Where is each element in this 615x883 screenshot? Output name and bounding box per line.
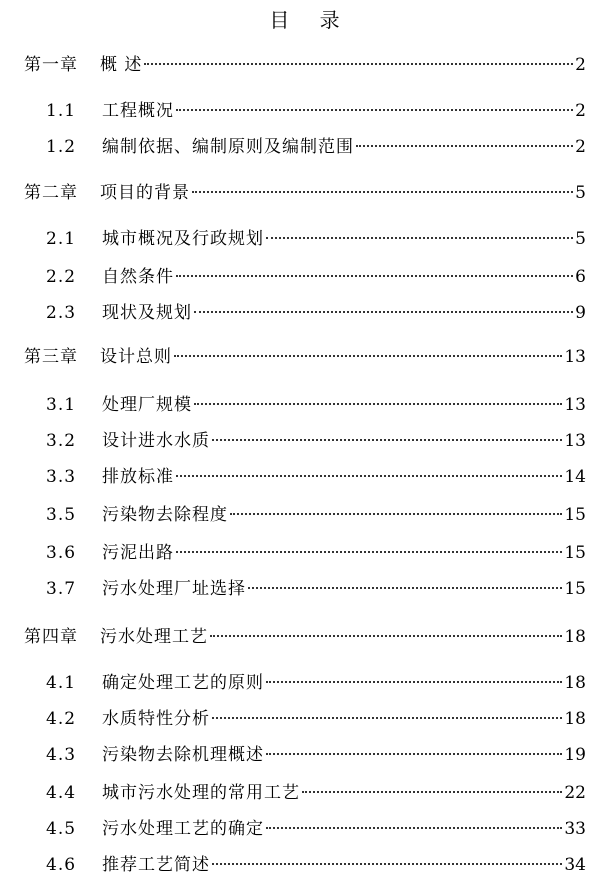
- toc-entry-number: 第二章: [24, 183, 78, 203]
- toc-entry-number: 4.1: [46, 673, 77, 693]
- toc-page-number: 5: [575, 183, 586, 203]
- toc-entry-number: 4.6: [46, 855, 77, 875]
- toc-dot-leader: [266, 753, 562, 755]
- toc-page-number: 19: [564, 745, 586, 765]
- toc-page-number: 6: [575, 267, 586, 287]
- toc-entry-title: 污泥出路: [102, 543, 174, 563]
- toc-dot-leader: [212, 863, 562, 865]
- toc-section-entry[interactable]: [46, 780, 586, 806]
- toc-chapter-entry[interactable]: [24, 624, 586, 650]
- toc-entry-title: 污染物去除机理概述: [102, 745, 264, 765]
- toc-section-entry[interactable]: [46, 264, 586, 290]
- toc-entry-title: 城市概况及行政规划: [102, 229, 264, 249]
- toc-entry-title: 污染物去除程度: [102, 505, 228, 525]
- toc-page-number: 18: [564, 709, 586, 729]
- toc-section-entry[interactable]: [46, 852, 586, 878]
- toc-dot-leader: [248, 587, 562, 589]
- toc-entry-number: 第一章: [24, 55, 78, 75]
- toc-entry-title: 排放标准: [102, 467, 174, 487]
- toc-entry-title: 污水处理厂址选择: [102, 579, 246, 599]
- toc-dot-leader: [212, 439, 562, 441]
- toc-page-number: 34: [564, 855, 586, 875]
- toc-entry-number: 3.1: [46, 395, 77, 415]
- toc-dot-leader: [176, 275, 573, 277]
- toc-page-number: 2: [575, 137, 586, 157]
- toc-dot-leader: [212, 717, 562, 719]
- toc-page-number: 2: [575, 55, 586, 75]
- toc-section-entry[interactable]: [46, 226, 586, 252]
- toc-page-number: 14: [564, 467, 586, 487]
- toc-entry-title: 自然条件: [102, 267, 174, 287]
- toc-section-entry[interactable]: [46, 392, 586, 418]
- toc-entry-number: 3.2: [46, 431, 77, 451]
- toc-dot-leader: [266, 827, 562, 829]
- toc-dot-leader: [302, 791, 562, 793]
- toc-page-number: 2: [575, 101, 586, 121]
- toc-entry-title: 水质特性分析: [102, 709, 210, 729]
- toc-entry-number: 2.3: [46, 303, 77, 323]
- toc-entry-title: 工程概况: [102, 101, 174, 121]
- toc-dot-leader: [176, 475, 562, 477]
- toc-section-entry[interactable]: [46, 576, 586, 602]
- toc-entry-title: 现状及规划: [102, 303, 192, 323]
- toc-entry-number: 3.6: [46, 543, 77, 563]
- toc-chapter-entry[interactable]: [24, 344, 586, 370]
- toc-entry-number: 3.7: [46, 579, 77, 599]
- toc-entry-number: 4.3: [46, 745, 77, 765]
- toc-page-number: 13: [564, 395, 586, 415]
- toc-entry-title: 城市污水处理的常用工艺: [102, 783, 300, 803]
- toc-dot-leader: [230, 513, 562, 515]
- toc-entry-number: 第三章: [24, 347, 78, 367]
- toc-section-entry[interactable]: [46, 706, 586, 732]
- toc-section-entry[interactable]: [46, 816, 586, 842]
- toc-entry-number: 4.2: [46, 709, 77, 729]
- toc-section-entry[interactable]: [46, 670, 586, 696]
- toc-section-entry[interactable]: [46, 464, 586, 490]
- toc-section-entry[interactable]: [46, 742, 586, 768]
- toc-dot-leader: [266, 681, 562, 683]
- toc-entry-title: 概 述: [100, 55, 143, 75]
- toc-page-number: 15: [564, 579, 586, 599]
- toc-entry-title: 污水处理工艺的确定: [102, 819, 264, 839]
- toc-page-number: 18: [564, 673, 586, 693]
- toc-entry-title: 编制依据、编制原则及编制范围: [102, 137, 354, 157]
- toc-section-entry[interactable]: [46, 300, 586, 326]
- toc-dot-leader: [144, 63, 573, 65]
- toc-entry-number: 3.3: [46, 467, 77, 487]
- toc-entry-number: 4.5: [46, 819, 77, 839]
- toc-page-number: 22: [564, 783, 586, 803]
- toc-entry-title: 推荐工艺简述: [102, 855, 210, 875]
- toc-entry-title: 设计总则: [100, 347, 172, 367]
- toc-entry-title: 确定处理工艺的原则: [102, 673, 264, 693]
- toc-dot-leader: [192, 191, 573, 193]
- toc-entry-number: 1.1: [46, 101, 77, 121]
- toc-entry-title: 污水处理工艺: [100, 627, 208, 647]
- toc-dot-leader: [176, 551, 562, 553]
- toc-dot-leader: [356, 145, 573, 147]
- toc-dot-leader: [176, 109, 573, 111]
- toc-entry-number: 第四章: [24, 627, 78, 647]
- toc-page-number: 13: [564, 347, 586, 367]
- toc-chapter-entry[interactable]: [24, 52, 586, 78]
- toc-chapter-entry[interactable]: [24, 180, 586, 206]
- toc-section-entry[interactable]: [46, 98, 586, 124]
- toc-dot-leader: [194, 311, 573, 313]
- toc-page-number: 15: [564, 505, 586, 525]
- toc-dot-leader: [174, 355, 562, 357]
- toc-section-entry[interactable]: [46, 428, 586, 454]
- toc-entry-number: 1.2: [46, 137, 77, 157]
- toc-title: 目 录: [269, 8, 352, 32]
- toc-entry-number: 3.5: [46, 505, 77, 525]
- toc-page-number: 13: [564, 431, 586, 451]
- toc-page-number: 9: [575, 303, 586, 323]
- toc-section-entry[interactable]: [46, 540, 586, 566]
- toc-section-entry[interactable]: [46, 502, 586, 528]
- toc-entry-title: 项目的背景: [100, 183, 190, 203]
- toc-dot-leader: [210, 635, 562, 637]
- toc-section-entry[interactable]: [46, 134, 586, 160]
- toc-entry-title: 处理厂规模: [102, 395, 192, 415]
- toc-entry-number: 2.1: [46, 229, 77, 249]
- toc-dot-leader: [194, 403, 562, 405]
- toc-page-number: 33: [564, 819, 586, 839]
- toc-page-number: 15: [564, 543, 586, 563]
- toc-entry-number: 4.4: [46, 783, 77, 803]
- toc-page-number: 18: [564, 627, 586, 647]
- toc-entry-number: 2.2: [46, 267, 77, 287]
- toc-dot-leader: [266, 237, 573, 239]
- toc-page-number: 5: [575, 229, 586, 249]
- toc-entry-title: 设计进水水质: [102, 431, 210, 451]
